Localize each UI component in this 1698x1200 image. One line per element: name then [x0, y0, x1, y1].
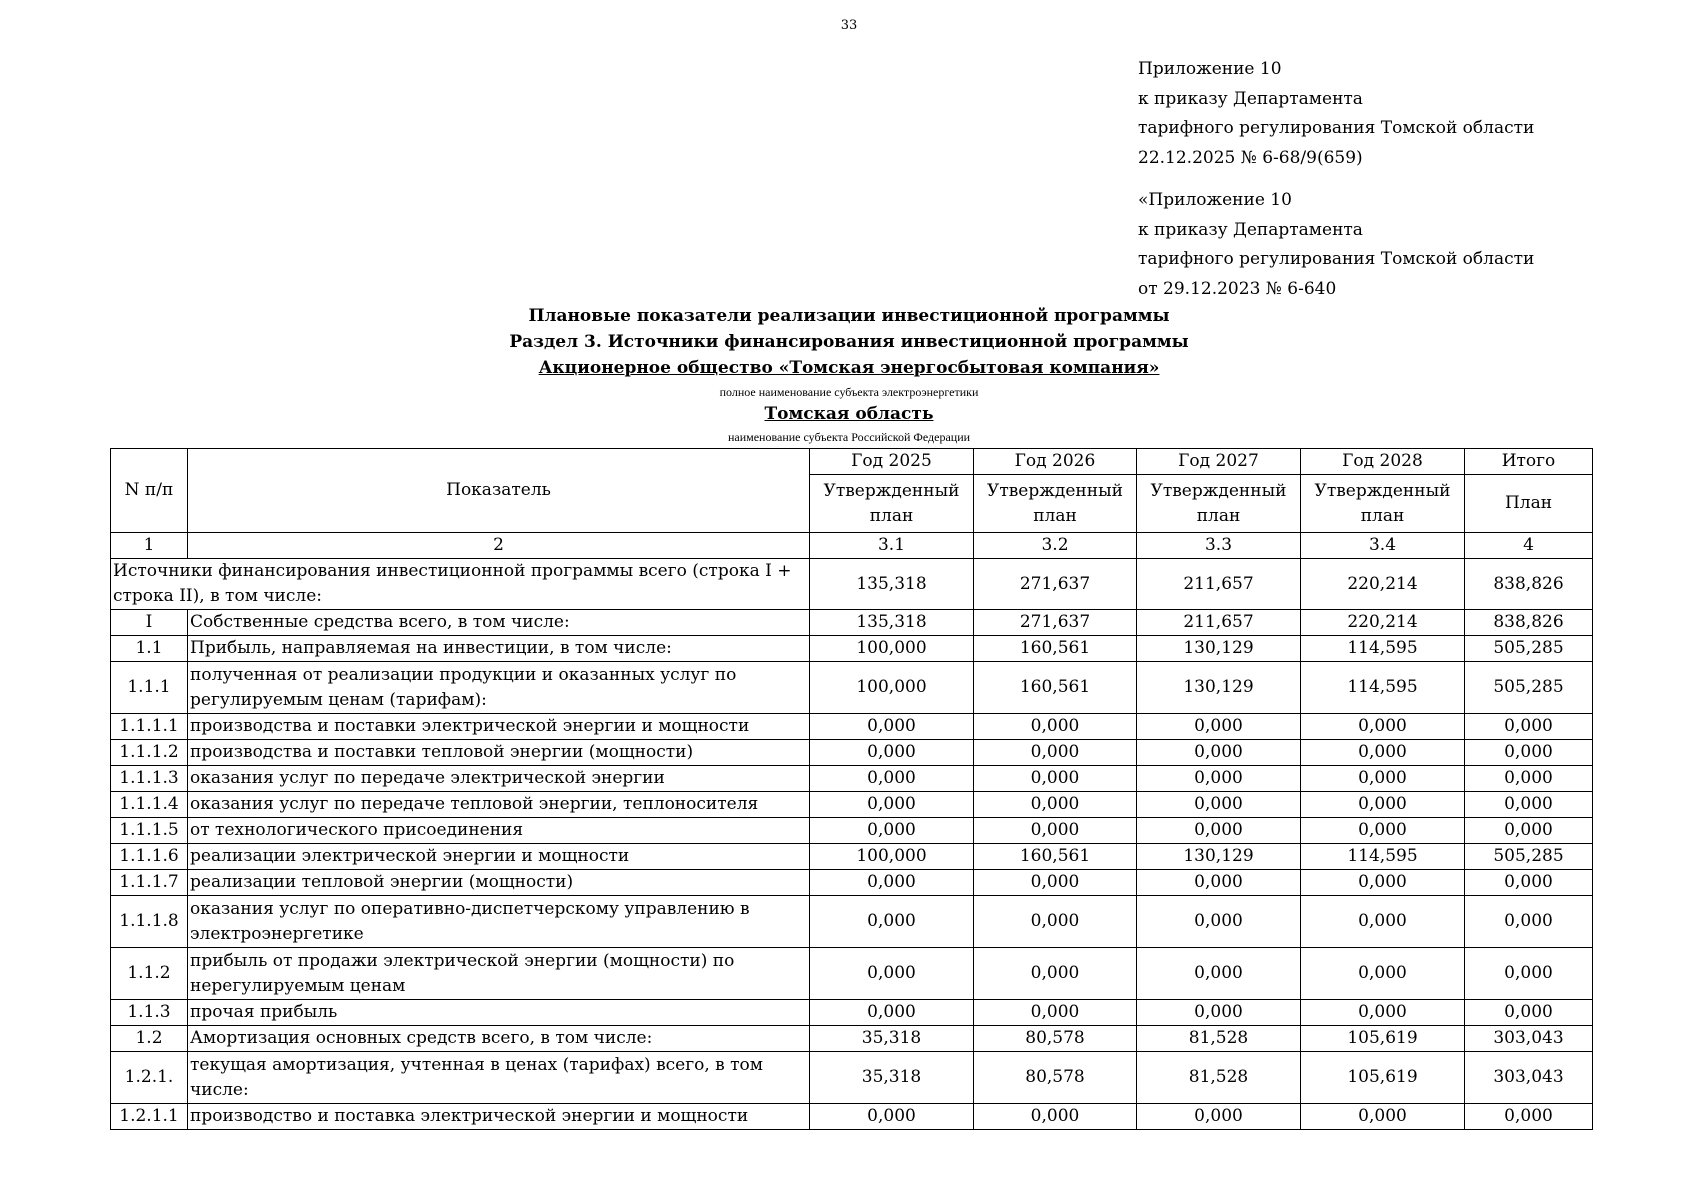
row-value: 114,595	[1301, 844, 1465, 870]
header-row-years	[111, 449, 1593, 475]
financing-table	[110, 448, 1593, 1130]
row-value: 105,619	[1301, 1026, 1465, 1052]
annex-line: к приказу Департамента	[1138, 219, 1363, 240]
table-row	[111, 740, 1593, 766]
annex-line: Приложение 10	[1138, 59, 1282, 79]
row-value: 80,578	[974, 1026, 1137, 1052]
header-total: Итого	[1465, 449, 1593, 475]
row-number: 1.1.1.5	[111, 818, 188, 844]
annex-line: 22.12.2025 № 6-68/9(659)	[1138, 147, 1363, 168]
row-value: 0,000	[1465, 740, 1593, 766]
row-value: 0,000	[974, 740, 1137, 766]
row-value: 0,000	[810, 1104, 974, 1130]
table-row	[111, 792, 1593, 818]
row-label: Прибыль, направляемая на инвестиции, в том числе:	[188, 636, 810, 662]
row-value: 0,000	[974, 818, 1137, 844]
total-row-value: 220,214	[1301, 559, 1465, 610]
row-value: 105,619	[1301, 1052, 1465, 1104]
header-year: Год 2027	[1137, 449, 1301, 475]
total-row-value: 271,637	[974, 559, 1137, 610]
region-name: Томская область	[764, 404, 934, 424]
annex-current-order	[1138, 55, 1534, 173]
row-label: реализации тепловой энергии (мощности)	[188, 870, 810, 896]
row-value: 211,657	[1137, 610, 1301, 636]
row-value: 114,595	[1301, 636, 1465, 662]
row-number: 1.2	[111, 1026, 188, 1052]
row-value: 0,000	[974, 792, 1137, 818]
row-value: 0,000	[1465, 948, 1593, 1000]
row-label: оказания услуг по передаче тепловой энергии, теплоносителя	[188, 792, 810, 818]
total-row-value: 838,826	[1465, 559, 1593, 610]
row-number: 1.1.1.8	[111, 896, 188, 948]
row-value: 160,561	[974, 844, 1137, 870]
row-value: 100,000	[810, 636, 974, 662]
row-value: 505,285	[1465, 844, 1593, 870]
row-value: 505,285	[1465, 636, 1593, 662]
row-value: 0,000	[1137, 740, 1301, 766]
row-label: Собственные средства всего, в том числе:	[188, 610, 810, 636]
row-label: прибыль от продажи электрической энергии (мощности) по нерегулируемым ценам	[188, 948, 810, 1000]
row-label: производства и поставки электрической энергии и мощности	[188, 714, 810, 740]
row-value: 0,000	[1465, 870, 1593, 896]
row-value: 0,000	[810, 1000, 974, 1026]
row-label: Амортизация основных средств всего, в том числе:	[188, 1026, 810, 1052]
total-row-value: 135,318	[810, 559, 974, 610]
header-indicator: Показатель	[188, 449, 810, 533]
row-value: 0,000	[1465, 818, 1593, 844]
total-row-label: Источники финансирования инвестиционной программы всего (строка I + строка II), в том числе:	[111, 559, 810, 610]
document-title: Плановые показатели реализации инвестиционной программы	[528, 306, 1170, 326]
total-row	[111, 559, 1593, 610]
row-value: 0,000	[810, 766, 974, 792]
row-value: 100,000	[810, 662, 974, 714]
header-year: Год 2025	[810, 449, 974, 475]
row-value: 0,000	[1465, 896, 1593, 948]
row-number: 1.1.1.4	[111, 792, 188, 818]
row-value: 0,000	[1137, 714, 1301, 740]
row-value: 0,000	[1137, 896, 1301, 948]
row-value: 114,595	[1301, 662, 1465, 714]
row-value: 0,000	[1301, 792, 1465, 818]
row-value: 0,000	[1301, 870, 1465, 896]
row-value: 160,561	[974, 636, 1137, 662]
row-value: 0,000	[1301, 714, 1465, 740]
row-value: 0,000	[974, 870, 1137, 896]
table-row	[111, 1052, 1593, 1104]
table-row	[111, 1026, 1593, 1052]
row-value: 0,000	[1137, 870, 1301, 896]
header-approved-plan: Утвержденный план	[974, 475, 1137, 533]
header-num: N п/п	[111, 449, 188, 533]
row-number: 1.1.1.3	[111, 766, 188, 792]
row-value: 0,000	[1301, 896, 1465, 948]
row-label: полученная от реализации продукции и оказанных услуг по регулируемым ценам (тарифам):	[188, 662, 810, 714]
row-value: 80,578	[974, 1052, 1137, 1104]
table-row	[111, 844, 1593, 870]
row-value: 0,000	[1137, 792, 1301, 818]
table-row	[111, 948, 1593, 1000]
row-number: 1.2.1.1	[111, 1104, 188, 1130]
row-value: 220,214	[1301, 610, 1465, 636]
row-value: 135,318	[810, 610, 974, 636]
row-value: 303,043	[1465, 1026, 1593, 1052]
table-row	[111, 610, 1593, 636]
row-value: 0,000	[1137, 818, 1301, 844]
row-value: 160,561	[974, 662, 1137, 714]
row-value: 35,318	[810, 1026, 974, 1052]
table-row	[111, 714, 1593, 740]
row-value: 0,000	[974, 948, 1137, 1000]
row-value: 35,318	[810, 1052, 974, 1104]
annex-line: к приказу Департамента	[1138, 88, 1363, 109]
row-value: 0,000	[974, 896, 1137, 948]
region-caption: наименование субъекта Российской Федерации	[727, 430, 971, 444]
annex-line: тарифного регулирования Томской области	[1138, 249, 1535, 269]
row-value: 81,528	[1137, 1052, 1301, 1104]
row-number: 1.1.1.1	[111, 714, 188, 740]
row-value: 0,000	[1301, 948, 1465, 1000]
header-year: Год 2026	[974, 449, 1137, 475]
row-value: 0,000	[810, 714, 974, 740]
column-number: 2	[188, 533, 810, 559]
row-label: прочая прибыль	[188, 1000, 810, 1026]
row-number: I	[111, 610, 188, 636]
column-number: 4	[1465, 533, 1593, 559]
header-approved-plan: Утвержденный план	[810, 475, 974, 533]
row-value: 0,000	[974, 714, 1137, 740]
row-number: 1.1.1	[111, 662, 188, 714]
column-number-row	[111, 533, 1593, 559]
column-number: 3.2	[974, 533, 1137, 559]
row-label: производства и поставки тепловой энергии (мощности)	[188, 740, 810, 766]
row-value: 0,000	[1137, 948, 1301, 1000]
row-value: 130,129	[1137, 662, 1301, 714]
row-number: 1.2.1.	[111, 1052, 188, 1104]
row-value: 0,000	[1137, 1104, 1301, 1130]
row-number: 1.1	[111, 636, 188, 662]
row-number: 1.1.3	[111, 1000, 188, 1026]
header-plan: План	[1465, 475, 1593, 533]
row-label: оказания услуг по передаче электрической энергии	[188, 766, 810, 792]
row-value: 0,000	[810, 818, 974, 844]
column-number: 1	[111, 533, 188, 559]
table-row	[111, 662, 1593, 714]
row-value: 0,000	[1465, 766, 1593, 792]
row-value: 0,000	[1465, 714, 1593, 740]
row-value: 0,000	[1301, 1000, 1465, 1026]
row-value: 0,000	[1301, 740, 1465, 766]
annex-previous-order	[1138, 186, 1534, 304]
row-label: оказания услуг по оперативно-диспетчерскому управлению в электроэнергетике	[188, 896, 810, 948]
row-value: 505,285	[1465, 662, 1593, 714]
annex-line: тарифного регулирования Томской области	[1138, 118, 1535, 138]
annex-line: «Приложение 10	[1138, 190, 1292, 210]
table-row	[111, 766, 1593, 792]
row-value: 0,000	[810, 948, 974, 1000]
column-number: 3.4	[1301, 533, 1465, 559]
row-value: 303,043	[1465, 1052, 1593, 1104]
company-name: Акционерное общество «Томская энергосбытовая компания»	[538, 358, 1160, 378]
row-label: текущая амортизация, учтенная в ценах (тарифах) всего, в том числе:	[188, 1052, 810, 1104]
row-value: 838,826	[1465, 610, 1593, 636]
table-row	[111, 818, 1593, 844]
annex-line: от 29.12.2023 № 6-640	[1138, 278, 1337, 299]
header-approved-plan: Утвержденный план	[1137, 475, 1301, 533]
header-approved-plan: Утвержденный план	[1301, 475, 1465, 533]
header-year: Год 2028	[1301, 449, 1465, 475]
row-label: от технологического присоединения	[188, 818, 810, 844]
row-value: 0,000	[1301, 818, 1465, 844]
row-value: 271,637	[974, 610, 1137, 636]
column-number: 3.3	[1137, 533, 1301, 559]
table-row	[111, 1104, 1593, 1130]
row-label: реализации электрической энергии и мощности	[188, 844, 810, 870]
row-value: 0,000	[1301, 766, 1465, 792]
row-value: 0,000	[974, 1104, 1137, 1130]
row-value: 0,000	[810, 870, 974, 896]
column-number: 3.1	[810, 533, 974, 559]
row-number: 1.1.1.6	[111, 844, 188, 870]
row-value: 81,528	[1137, 1026, 1301, 1052]
table-row	[111, 896, 1593, 948]
row-value: 0,000	[810, 896, 974, 948]
row-value: 0,000	[1301, 1104, 1465, 1130]
row-value: 0,000	[974, 766, 1137, 792]
row-value: 0,000	[1465, 1000, 1593, 1026]
row-value: 100,000	[810, 844, 974, 870]
row-value: 130,129	[1137, 844, 1301, 870]
row-value: 0,000	[1465, 1104, 1593, 1130]
table-row	[111, 636, 1593, 662]
row-value: 0,000	[1137, 1000, 1301, 1026]
section-title: Раздел 3. Источники финансирования инвестиционной программы	[509, 332, 1189, 352]
row-value: 0,000	[810, 792, 974, 818]
page-number: 33	[840, 18, 858, 33]
table-row	[111, 870, 1593, 896]
row-value: 0,000	[1465, 792, 1593, 818]
row-value: 0,000	[974, 1000, 1137, 1026]
table-row	[111, 1000, 1593, 1026]
company-caption: полное наименование субъекта электроэнергетики	[719, 385, 979, 399]
row-value: 0,000	[1137, 766, 1301, 792]
row-number: 1.1.1.7	[111, 870, 188, 896]
row-number: 1.1.2	[111, 948, 188, 1000]
row-value: 130,129	[1137, 636, 1301, 662]
row-label: производство и поставка электрической энергии и мощности	[188, 1104, 810, 1130]
row-value: 0,000	[810, 740, 974, 766]
row-number: 1.1.1.2	[111, 740, 188, 766]
total-row-value: 211,657	[1137, 559, 1301, 610]
